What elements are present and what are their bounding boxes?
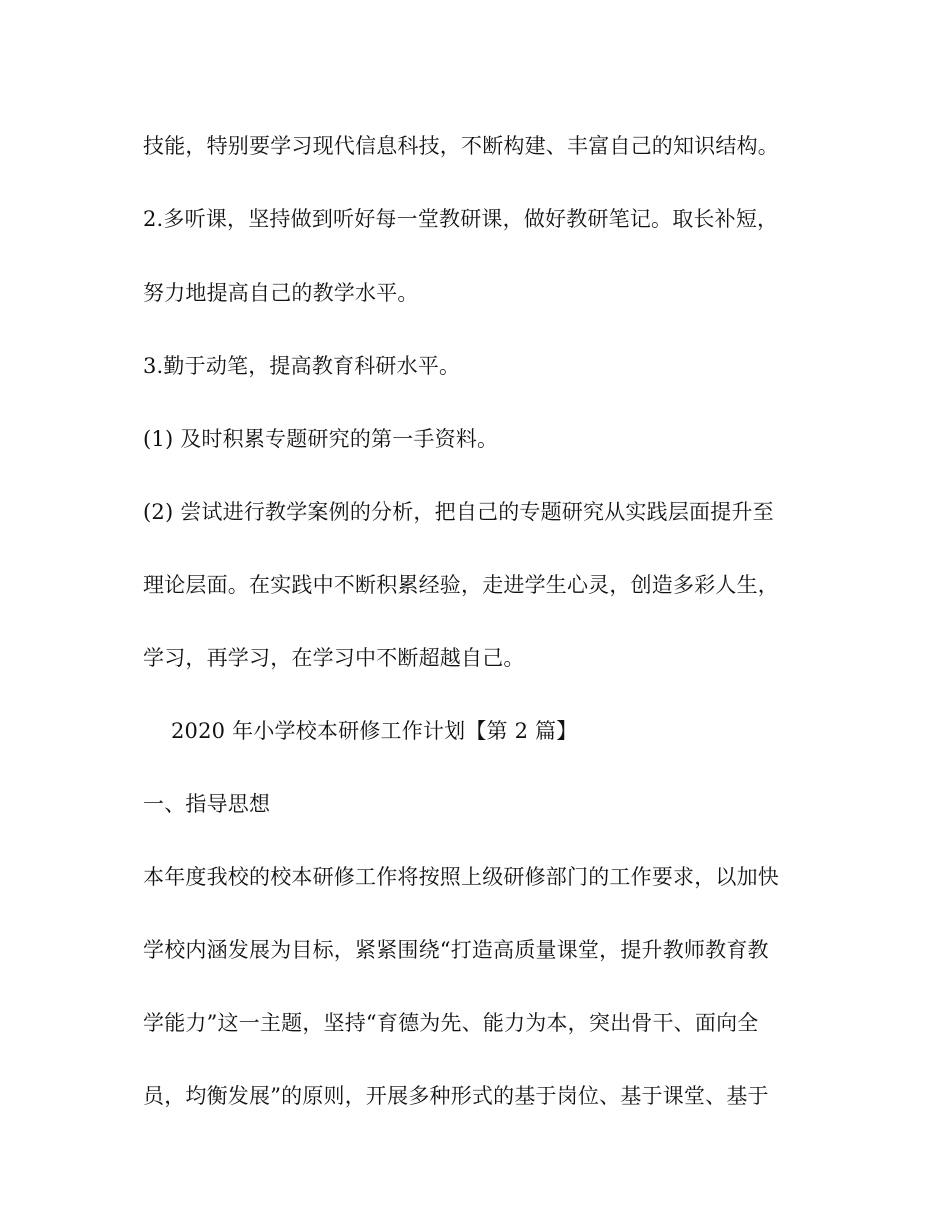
paragraph-line: 学能力”这一主题，坚持“育德为先、能力为本，突出骨干、面向全: [143, 1011, 759, 1035]
list-item-line: (1) 及时积累专题研究的第一手资料。: [143, 427, 499, 451]
paragraph-line: 理论层面。在实践中不断积累经验，走进学生心灵，创造多彩人生，: [143, 573, 779, 597]
paragraph-line: 学习，再学习，在学习中不断超越自己。: [143, 646, 525, 670]
paragraph-line: 2.多听课，坚持做到听好每一堂教研课，做好教研笔记。取长补短，: [143, 207, 779, 231]
section-title: 2020 年小学校本研修工作计划【第 2 篇】: [171, 719, 578, 743]
section-heading: 一、指导思想: [143, 792, 271, 816]
paragraph-line: 努力地提高自己的教学水平。: [143, 281, 419, 305]
paragraph-line: 学校内涵发展为目标，紧紧围绕“打造高质量课堂，提升教师教育教: [143, 938, 769, 962]
paragraph-line: 3.勤于动笔，提高教育科研水平。: [143, 354, 461, 378]
paragraph-line: 本年度我校的校本研修工作将按照上级研修部门的工作要求，以加快: [143, 865, 779, 889]
paragraph-line: 技能，特别要学习现代信息科技，不断构建、丰富自己的知识结构。: [143, 134, 779, 158]
paragraph-line: 员，均衡发展”的原则，开展多种形式的基于岗位、基于课堂、基于: [143, 1084, 769, 1108]
list-item-line: (2) 尝试进行教学案例的分析，把自己的专题研究从实践层面提升至: [143, 500, 774, 524]
